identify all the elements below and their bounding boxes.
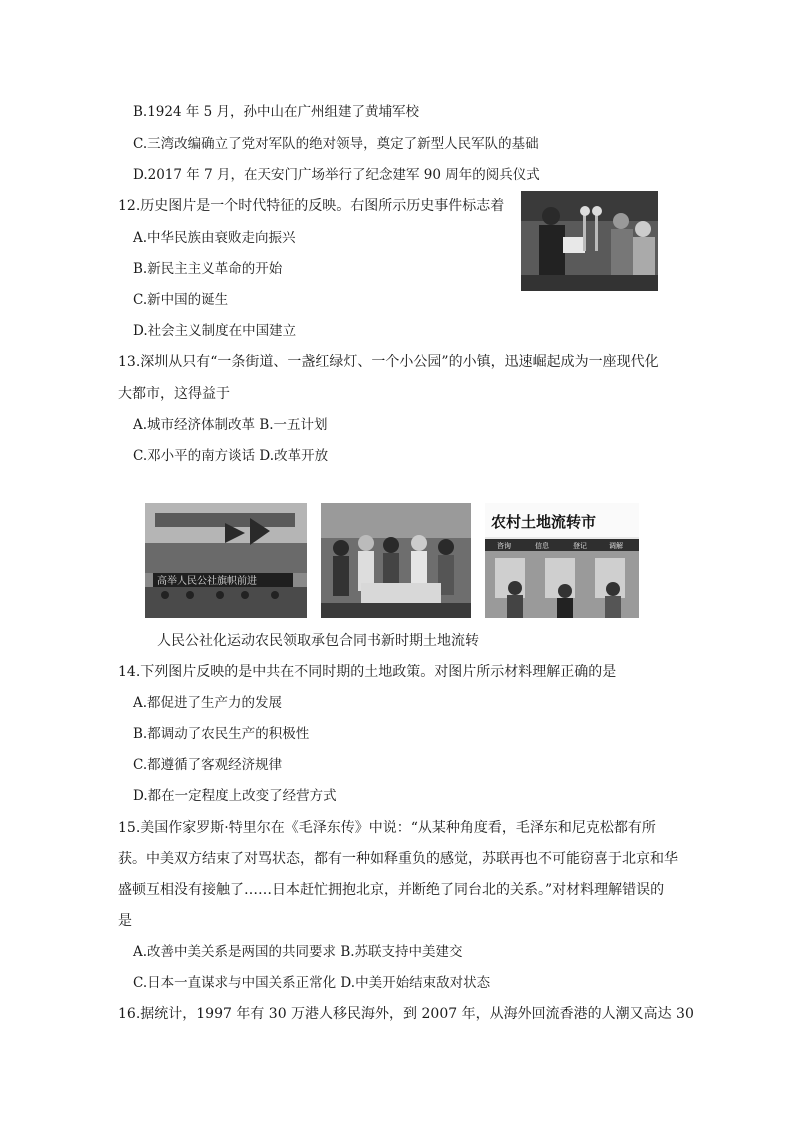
people-commune-illustration <box>145 503 307 618</box>
q13-options-line1: A.城市经济体制改革 B.一五计划 <box>133 417 328 433</box>
q15-options-line1: A.改善中美关系是两国的共同要求 B.苏联支持中美建交 <box>133 944 463 960</box>
commune-banner-text: 高举人民公社旗帜前进 <box>157 576 257 587</box>
window-label-1: 咨询 <box>497 542 511 550</box>
window-label-4: 调解 <box>609 542 623 550</box>
window-label-2: 信息 <box>535 542 549 550</box>
q14-option-d: D.都在一定程度上改变了经营方式 <box>133 788 337 804</box>
land-transfer-illustration <box>485 503 639 618</box>
q15-stem-line1: 15.美国作家罗斯·特里尔在《毛泽东传》中说：“从某种角度看，毛泽东和尼克松都有所 <box>118 820 656 836</box>
q12-option-c: C.新中国的诞生 <box>133 292 229 308</box>
land-market-sign: 农村土地流转市 <box>491 513 597 531</box>
q15-stem-line2: 获。中美双方结束了对骂状态，都有一种如释重负的感觉，苏联再也不可能窃喜于北京和华 <box>118 851 678 867</box>
photo-captions: 人民公社化运动农民领取承包合同书新时期土地流转 <box>157 633 479 649</box>
q12-option-b: B.新民主主义革命的开始 <box>133 261 283 277</box>
people-commune-photo <box>145 503 307 618</box>
q12-option-a: A.中华民族由衰败走向振兴 <box>133 230 296 246</box>
q11-option-b: B.1924 年 5 月，孙中山在广州组建了黄埔军校 <box>133 104 420 120</box>
q13-stem-line1: 13.深圳从只有“一条街道、一盏红绿灯、一个小公园”的小镇，迅速崛起成为一座现代化 <box>118 354 659 370</box>
land-transfer-photo <box>485 503 639 618</box>
q15-stem-line3: 盛顿互相没有接触了……日本赶忙拥抱北京，并断绝了同台北的关系。”对材料理解错误的 <box>118 882 665 898</box>
q12-stem: 12.历史图片是一个时代特征的反映。右图所示历史事件标志着 <box>118 198 505 214</box>
founding-ceremony-photo <box>521 191 658 291</box>
q13-stem-line2: 大都市，这得益于 <box>118 386 230 402</box>
q14-option-a: A.都促进了生产力的发展 <box>133 695 283 711</box>
q13-options-line2: C.邓小平的南方谈话 D.改革开放 <box>133 448 329 464</box>
founding-ceremony-illustration <box>521 191 658 291</box>
q15-options-line2: C.日本一直谋求与中国关系正常化 D.中美开始结束敌对状态 <box>133 975 491 991</box>
q11-option-c: C.三湾改编确立了党对军队的绝对领导，奠定了新型人民军队的基础 <box>133 136 539 152</box>
q15-stem-line4: 是 <box>118 913 132 929</box>
q11-option-d: D.2017 年 7 月，在天安门广场举行了纪念建军 90 周年的阅兵仪式 <box>133 167 540 183</box>
q16-stem: 16.据统计，1997 年有 30 万港人移民海外，到 2007 年，从海外回流香港的人潮又高达 30 <box>118 1006 694 1022</box>
q14-option-c: C.都遵循了客观经济规律 <box>133 757 283 773</box>
contract-signing-photo <box>321 503 471 618</box>
q14-stem: 14.下列图片反映的是中共在不同时期的土地政策。对图片所示材料理解正确的是 <box>118 664 617 680</box>
window-label-3: 登记 <box>573 542 587 550</box>
contract-signing-illustration <box>321 503 471 618</box>
q12-option-d: D.社会主义制度在中国建立 <box>133 323 297 339</box>
q14-option-b: B.都调动了农民生产的积极性 <box>133 726 310 742</box>
